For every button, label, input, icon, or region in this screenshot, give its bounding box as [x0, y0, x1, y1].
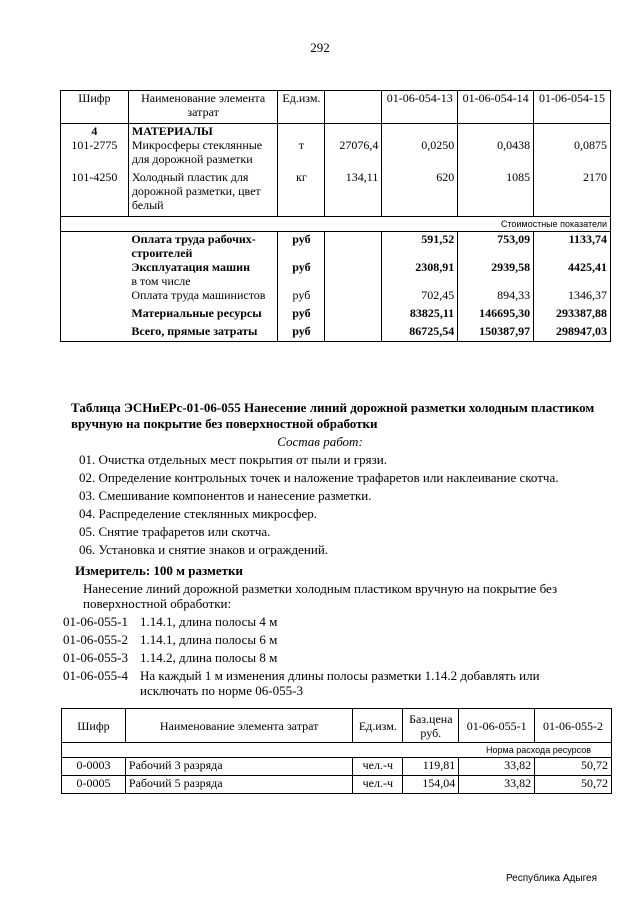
cost-header: Стоимостные показатели [61, 216, 611, 231]
table-row [61, 138, 611, 170]
work-item: 03. Смешивание компонентов и нанесение разметки. [79, 488, 372, 503]
cost-value: 2939,58 [458, 260, 534, 288]
resource-value: 50,72 [535, 758, 612, 776]
work-item: 01. Очистка отдельных мест покрытия от пыли и грязи. [79, 452, 387, 467]
material-price: 27076,4 [325, 138, 382, 170]
material-value: 0,0438 [458, 138, 534, 170]
material-code: 101-2775 [61, 138, 129, 170]
measure-unit: Измеритель: 100 м разметки [75, 563, 244, 578]
resource-price: 119,81 [403, 758, 459, 776]
table-title: Таблица ЭСНиЕРс-01-06-055 Нанесение линий дорожной разметки холодным пластиком вручную на покрытие без поверхностной обработки [71, 400, 595, 431]
cost-unit: руб [278, 306, 325, 324]
resource-unit: чел.-ч [353, 758, 403, 776]
cost-unit: руб [278, 260, 325, 288]
table-row [61, 170, 611, 216]
cost-value: 1346,37 [534, 288, 611, 306]
header-unit: Ед.изм. [353, 709, 403, 743]
cost-value: 702,45 [382, 288, 458, 306]
header-name: Наименование элемента затрат [125, 709, 352, 743]
material-value: 1085 [458, 170, 534, 216]
table-row [62, 758, 612, 776]
material-name: Микросферы стеклянные для дорожной разметки [128, 138, 278, 170]
resource-price: 154,04 [403, 776, 459, 794]
work-item: 06. Установка и снятие знаков и ограждений. [79, 542, 329, 557]
code-text: На каждый 1 м изменения длины полосы разметки 1.14.2 добавлять или исключать по норме 06-055-3 [140, 668, 540, 698]
cost-value: 1133,74 [534, 231, 611, 260]
work-item: 05. Снятие трафаретов или скотча. [79, 524, 271, 539]
table-row [61, 124, 611, 139]
cost-value: 293387,88 [534, 306, 611, 324]
norm-header-row [62, 743, 612, 758]
cost-value: 591,52 [382, 231, 458, 260]
cost-subnote: в том числе [131, 273, 191, 288]
resource-name: Рабочий 3 разряда [125, 758, 352, 776]
cost-name: Оплата труда машинистов [128, 288, 278, 306]
header-price [325, 91, 382, 124]
header-norm-15: 01-06-054-15 [534, 91, 611, 124]
cost-value: 146695,30 [458, 306, 534, 324]
table-row [61, 260, 611, 288]
norm-header: Норма расхода ресурсов [62, 743, 612, 758]
code-text: 1.14.2, длина полосы 8 м [140, 650, 278, 665]
header-code: Шифр [61, 91, 129, 124]
resource-value: 33,82 [459, 776, 535, 794]
footer-region: Республика Адыгея [505, 873, 597, 884]
cost-name: Оплата труда рабочих-строителей [128, 231, 278, 260]
resource-code: 0-0003 [62, 758, 126, 776]
cost-value: 753,09 [458, 231, 534, 260]
cost-header-row [61, 216, 611, 231]
table-header-row [61, 91, 611, 124]
table-row [61, 306, 611, 324]
cost-name: Материальные ресурсы [128, 306, 278, 324]
header-price: Баз.цена руб. [403, 709, 459, 743]
resource-code: 0-0005 [62, 776, 126, 794]
cost-value: 298947,03 [534, 324, 611, 342]
header-unit: Ед.изм. [278, 91, 325, 124]
material-code: 101-4250 [61, 170, 129, 216]
header-norm-14: 01-06-054-14 [458, 91, 534, 124]
cost-name: Всего, прямые затраты [128, 324, 278, 342]
cost-unit: руб [278, 288, 325, 306]
header-norm-13: 01-06-054-13 [382, 91, 458, 124]
table-row [61, 324, 611, 342]
works-header: Состав работ: [277, 434, 363, 449]
resource-table-054 [60, 90, 611, 342]
cost-value: 4425,41 [534, 260, 611, 288]
header-code: Шифр [62, 709, 126, 743]
section-title: МАТЕРИАЛЫ [128, 124, 278, 139]
resource-value: 33,82 [459, 758, 535, 776]
cost-value: 86725,54 [382, 324, 458, 342]
material-value: 0,0250 [382, 138, 458, 170]
resource-name: Рабочий 5 разряда [125, 776, 352, 794]
material-name: Холодный пластик для дорожной разметки, цвет белый [128, 170, 278, 216]
code-id: 01-06-055-2 [63, 632, 128, 647]
material-value: 2170 [534, 170, 611, 216]
table-row [61, 288, 611, 306]
material-unit: т [278, 138, 325, 170]
table-header-row [62, 709, 612, 743]
cost-value: 150387,97 [458, 324, 534, 342]
page-number: 292 [310, 40, 330, 55]
header-name: Наименование элемента затрат [128, 91, 278, 124]
header-norm-2: 01-06-055-2 [535, 709, 612, 743]
cost-value: 2308,91 [382, 260, 458, 288]
cost-value: 83825,11 [382, 306, 458, 324]
table-row [62, 776, 612, 794]
cost-unit: руб [278, 231, 325, 260]
resource-value: 50,72 [535, 776, 612, 794]
work-item: 02. Определение контрольных точек и наложение трафаретов или наклеивание скотча. [79, 470, 559, 485]
resource-table-055 [61, 708, 612, 794]
code-id: 01-06-055-4 [63, 668, 128, 683]
section-number: 4 [61, 124, 129, 139]
material-price: 134,11 [325, 170, 382, 216]
code-id: 01-06-055-1 [63, 614, 128, 629]
material-unit: кг [278, 170, 325, 216]
resource-unit: чел.-ч [353, 776, 403, 794]
code-text: 1.14.1, длина полосы 4 м [140, 614, 278, 629]
description: Нанесение линий дорожной разметки холодным пластиком вручную на покрытие без поверхностной обработки: [83, 581, 558, 611]
material-value: 0,0875 [534, 138, 611, 170]
work-item: 04. Распределение стеклянных микросфер. [79, 506, 317, 521]
cost-name: Эксплуатация машин [131, 259, 250, 274]
table-row [61, 231, 611, 260]
material-value: 620 [382, 170, 458, 216]
cost-value: 894,33 [458, 288, 534, 306]
code-text: 1.14.1, длина полосы 6 м [140, 632, 278, 647]
header-norm-1: 01-06-055-1 [459, 709, 535, 743]
cost-unit: руб [278, 324, 325, 342]
code-id: 01-06-055-3 [63, 650, 128, 665]
